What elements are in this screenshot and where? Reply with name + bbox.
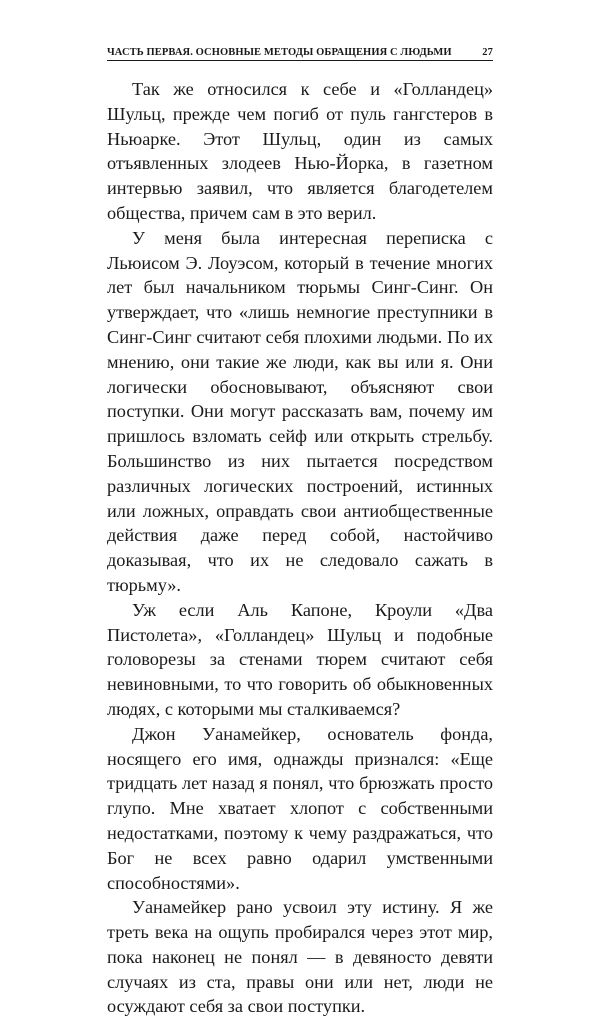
header-divider <box>107 60 493 61</box>
body-text <box>107 77 493 1019</box>
paragraph: Так же относился к себе и «Голландец» Шульц, прежде чем погиб от пуль гангстеров в Ньюарке. Этот Шульц, один из самых отъявленных злодеев Нью-Йорка, в газетном интервью заявил, что является благодетелем общества, причем сам в это верил. <box>107 79 493 223</box>
page-number: 27 <box>482 47 493 58</box>
paragraph: Уж если Аль Капоне, Кроули «Два Пистолета», «Голландец» Шульц и подобные головорезы за стенами тюрем считают себя невиновными, то что говорить об обыкновенных людях, с которыми мы сталкиваемся? <box>107 599 493 719</box>
chapter-title: ЧАСТЬ ПЕРВАЯ. ОСНОВНЫЕ МЕТОДЫ ОБРАЩЕНИЯ С ЛЮДЬМИ <box>107 47 452 58</box>
paragraph: Джон Уанамейкер, основатель фонда, носящего его имя, однажды признался: «Еще тридцать лет назад я понял, что брюзжать просто глупо. Мне хватает хлопот с собственными недостатками, поэтому к чему раздражаться, что Бог не всех равно одарил умственными способностями». <box>107 723 493 893</box>
paragraph: У меня была интересная переписка с Льюисом Э. Лоуэсом, который в течение многих лет был начальником тюрьмы Синг-Синг. Он утверждает, что «лишь немногие преступники в Синг-Синг считают себя плохими людьми. По их мнению, они такие же люди, как вы или я. Они логически обосновывают, объясняют свои поступки. Они могут рассказать вам, почему им пришлось взломать сейф или открыть стрельбу. Большинство из них пытается посредством различных логических построений, истинных или ложных, оправдать свои антиобщественные действия даже перед собой, настойчиво доказывая, что их не следовало сажать в тюрьму». <box>107 227 493 595</box>
running-header <box>107 40 493 58</box>
paragraph: Уанамейкер рано усвоил эту истину. Я же треть века на ощупь пробирался через этот мир, пока наконец не понял — в девяносто девяти случаях из ста, правы они или нет, люди не осуждают себя за свои поступки. <box>107 897 493 1017</box>
